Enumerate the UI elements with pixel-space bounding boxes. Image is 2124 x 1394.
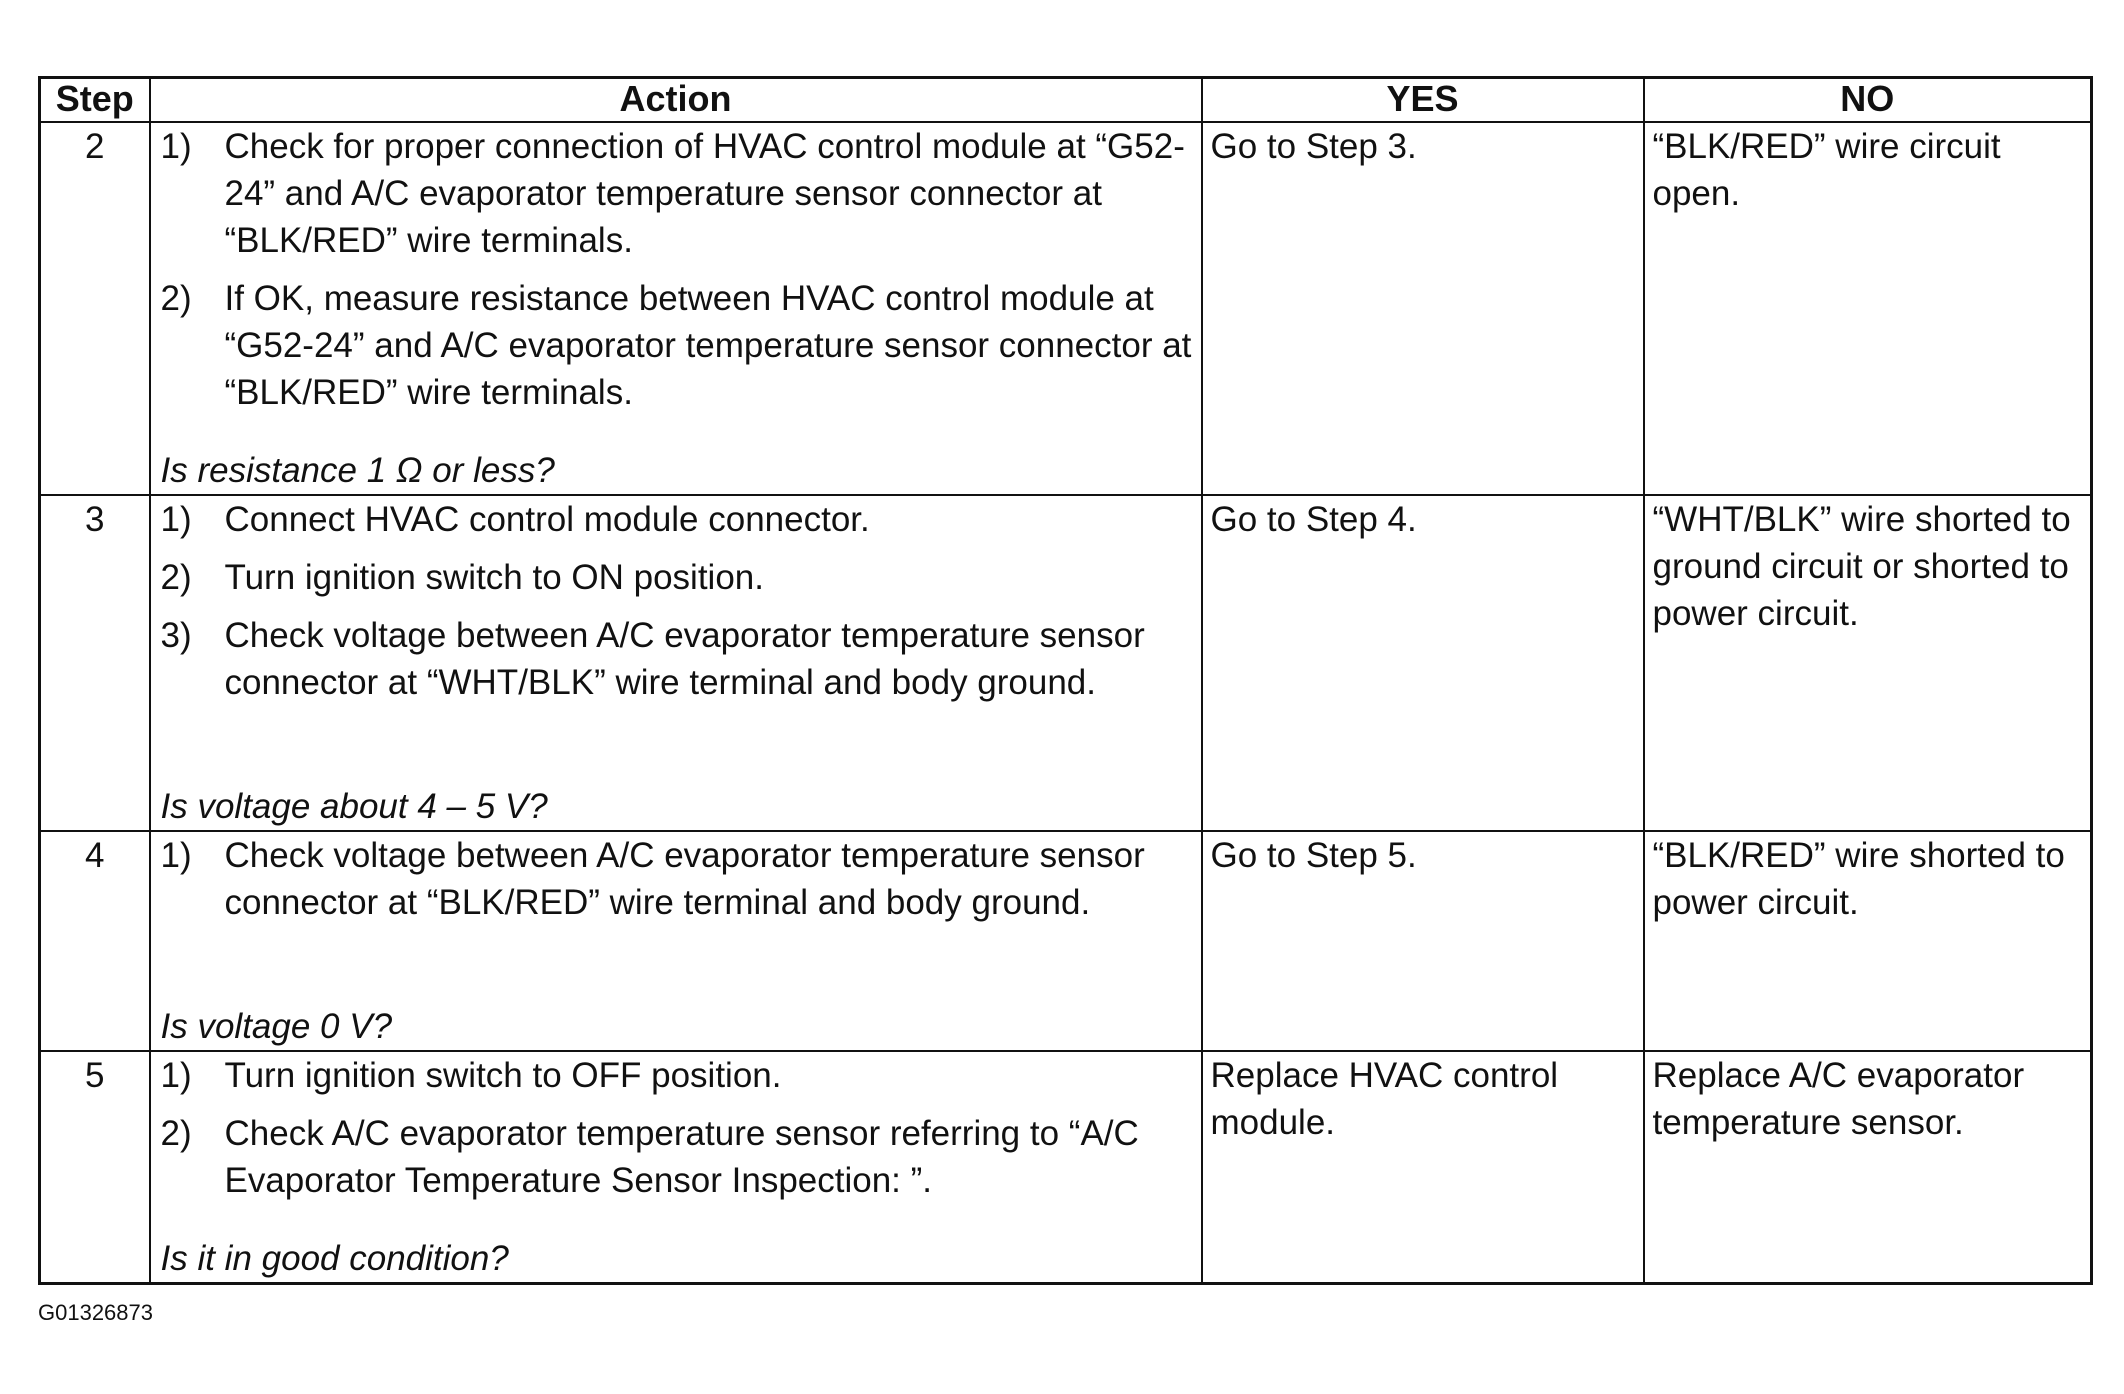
yes-cell: Go to Step 4. bbox=[1202, 495, 1644, 831]
question: Is voltage about 4 – 5 V? bbox=[160, 787, 548, 826]
header-action: Action bbox=[150, 78, 1202, 123]
question: Is voltage 0 V? bbox=[160, 1007, 393, 1046]
substep bbox=[161, 275, 1193, 416]
substep-number: 1) bbox=[160, 1056, 192, 1095]
substep-text: Check A/C evaporator temperature sensor referring to “A/C Evaporator Temperature Sensor Inspection: ”. bbox=[224, 1114, 1139, 1200]
diagnostic-table bbox=[38, 76, 2093, 1285]
header-step: Step bbox=[40, 78, 150, 123]
header-yes: YES bbox=[1202, 78, 1644, 123]
yes-cell: Go to Step 3. bbox=[1202, 122, 1644, 495]
substep-list bbox=[161, 832, 1193, 937]
table-row bbox=[40, 495, 2092, 831]
no-cell: “WHT/BLK” wire shorted to ground circuit or shorted to power circuit. bbox=[1644, 495, 2092, 831]
action-cell bbox=[150, 831, 1202, 1051]
substep-list bbox=[161, 1052, 1193, 1215]
table-row bbox=[40, 1051, 2092, 1284]
action-cell bbox=[150, 1051, 1202, 1284]
substep-text: Check voltage between A/C evaporator temperature sensor connector at “BLK/RED” wire terminal and body ground. bbox=[224, 836, 1145, 922]
step-number: 2 bbox=[40, 122, 150, 495]
action-cell bbox=[150, 122, 1202, 495]
step-number: 5 bbox=[40, 1051, 150, 1284]
substep-text: Turn ignition switch to ON position. bbox=[224, 558, 764, 597]
table-row bbox=[40, 831, 2092, 1051]
yes-cell: Replace HVAC control module. bbox=[1202, 1051, 1644, 1284]
substep-number: 2) bbox=[160, 558, 192, 597]
substep-list bbox=[161, 496, 1193, 717]
action-cell bbox=[150, 495, 1202, 831]
substep bbox=[161, 832, 1193, 926]
substep-text: Connect HVAC control module connector. bbox=[224, 500, 870, 539]
substep-list bbox=[161, 123, 1193, 427]
yes-cell: Go to Step 5. bbox=[1202, 831, 1644, 1051]
substep bbox=[161, 123, 1193, 264]
substep-text: Check voltage between A/C evaporator temperature sensor connector at “WHT/BLK” wire terminal and body ground. bbox=[224, 616, 1145, 702]
substep-text: Check for proper connection of HVAC control module at “G52-24” and A/C evaporator temperature sensor connector at “BLK/RED” wire terminals. bbox=[224, 127, 1185, 260]
substep-text: If OK, measure resistance between HVAC control module at “G52-24” and A/C evaporator temperature sensor connector at “BLK/RED” wire terminals. bbox=[224, 279, 1192, 412]
substep-number: 1) bbox=[160, 127, 192, 166]
substep bbox=[161, 1110, 1193, 1204]
question: Is resistance 1 Ω or less? bbox=[160, 451, 555, 490]
no-cell: Replace A/C evaporator temperature sensor. bbox=[1644, 1051, 2092, 1284]
step-number: 3 bbox=[40, 495, 150, 831]
substep bbox=[161, 496, 1193, 543]
header-row bbox=[40, 78, 2092, 123]
substep-number: 1) bbox=[160, 500, 192, 539]
step-number: 4 bbox=[40, 831, 150, 1051]
no-cell: “BLK/RED” wire shorted to power circuit. bbox=[1644, 831, 2092, 1051]
substep-number: 2) bbox=[160, 1114, 192, 1153]
substep-text: Turn ignition switch to OFF position. bbox=[224, 1056, 782, 1095]
substep bbox=[161, 554, 1193, 601]
table-row bbox=[40, 122, 2092, 495]
substep-number: 2) bbox=[160, 279, 192, 318]
figure-id: G01326873 bbox=[38, 1300, 153, 1325]
header-no: NO bbox=[1644, 78, 2092, 123]
substep bbox=[161, 612, 1193, 706]
substep-number: 1) bbox=[160, 836, 192, 875]
question: Is it in good condition? bbox=[160, 1239, 509, 1278]
substep bbox=[161, 1052, 1193, 1099]
substep-number: 3) bbox=[160, 616, 192, 655]
no-cell: “BLK/RED” wire circuit open. bbox=[1644, 122, 2092, 495]
